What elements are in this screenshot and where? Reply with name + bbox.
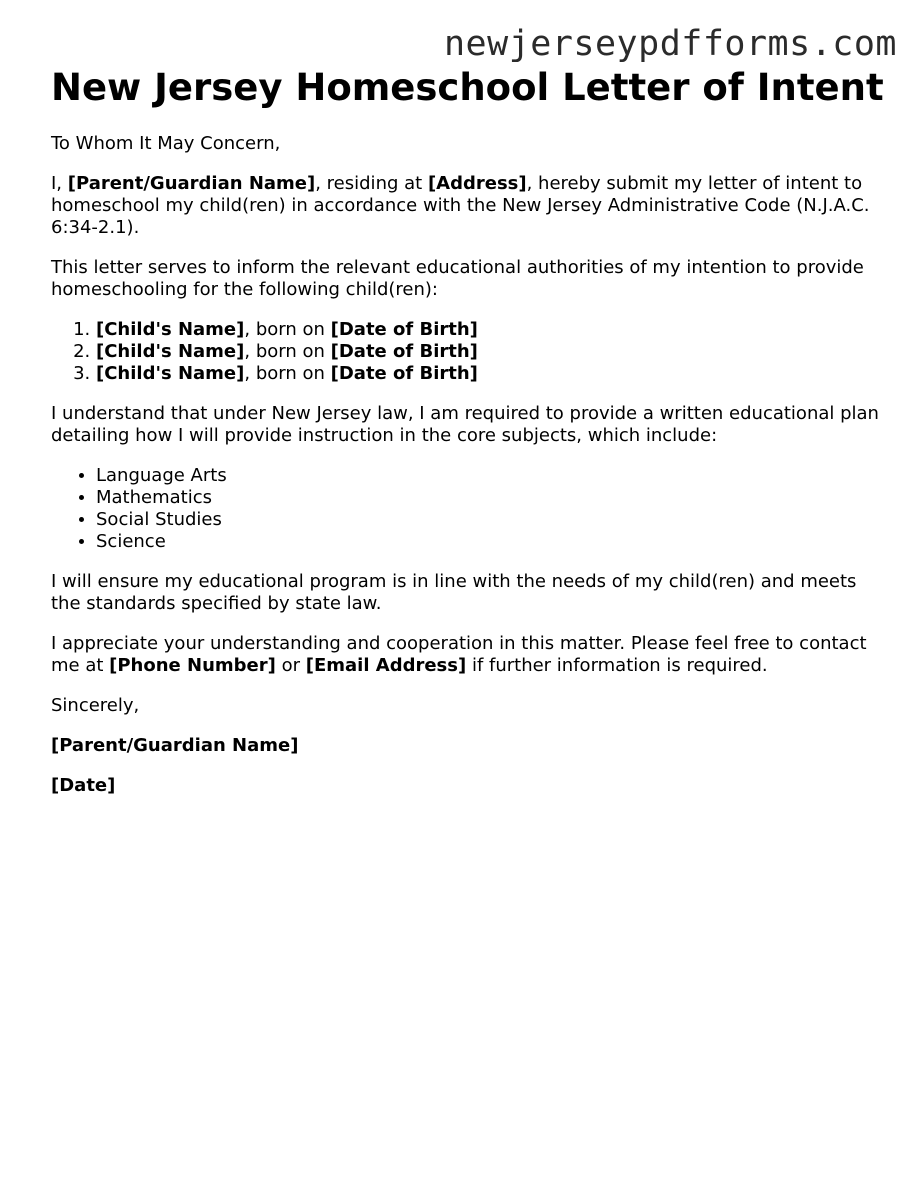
child-name-placeholder: [Child's Name] (96, 319, 245, 340)
child-name-placeholder: [Child's Name] (96, 341, 245, 362)
phone-placeholder: [Phone Number] (109, 655, 276, 676)
address-placeholder: [Address] (427, 173, 527, 194)
parent-name-placeholder: [Parent/Guardian Name] (67, 173, 316, 194)
subject-item: • Mathematics (96, 487, 881, 509)
child-item: 2. [Child's Name], born on [Date of Birth] (96, 341, 881, 363)
child-name-placeholder: [Child's Name] (96, 363, 245, 384)
subject-item: • Science (96, 531, 881, 553)
child-dob-placeholder: [Date of Birth] (330, 319, 478, 340)
inform-paragraph: This letter serves to inform the relevant educational authorities of my intention to provide homeschooling for the following child(ren): (51, 257, 864, 300)
salutation: To Whom It May Concern, (51, 133, 281, 154)
intro-paragraph: I, [Parent/Guardian Name], residing at [Address], hereby submit my letter of intent to homeschool my child(ren) in accordance with the New Jersey Administrative Code (N.J.A.C. 6:34-2.1). (51, 173, 870, 238)
site-watermark: newjerseypdfforms.com (443, 24, 897, 64)
children-list (51, 319, 881, 385)
law-paragraph: I understand that under New Jersey law, I am required to provide a written educational plan detailing how I will provide instruction in the core subjects, which include: (51, 403, 879, 446)
subjects-list (51, 465, 881, 553)
ensure-paragraph: I will ensure my educational program is in line with the needs of my child(ren) and meets the standards specified by state law. (51, 571, 857, 614)
letter-body (51, 133, 881, 815)
email-placeholder: [Email Address] (305, 655, 467, 676)
child-dob-placeholder: [Date of Birth] (330, 341, 478, 362)
child-dob-placeholder: [Date of Birth] (330, 363, 478, 384)
signature-block (51, 735, 881, 797)
signature-date-placeholder: [Date] (51, 775, 116, 796)
subject-item: • Social Studies (96, 509, 881, 531)
child-item: 1. [Child's Name], born on [Date of Birth] (96, 319, 881, 341)
subject-item: • Language Arts (96, 465, 881, 487)
contact-paragraph: I appreciate your understanding and cooperation in this matter. Please feel free to contact me at [Phone Number] or [Email Address] if further information is required. (51, 633, 867, 676)
signature-name-placeholder: [Parent/Guardian Name] (51, 735, 299, 756)
document-title: New Jersey Homeschool Letter of Intent (51, 66, 884, 109)
child-item: 3. [Child's Name], born on [Date of Birth] (96, 363, 881, 385)
closing: Sincerely, (51, 695, 140, 716)
